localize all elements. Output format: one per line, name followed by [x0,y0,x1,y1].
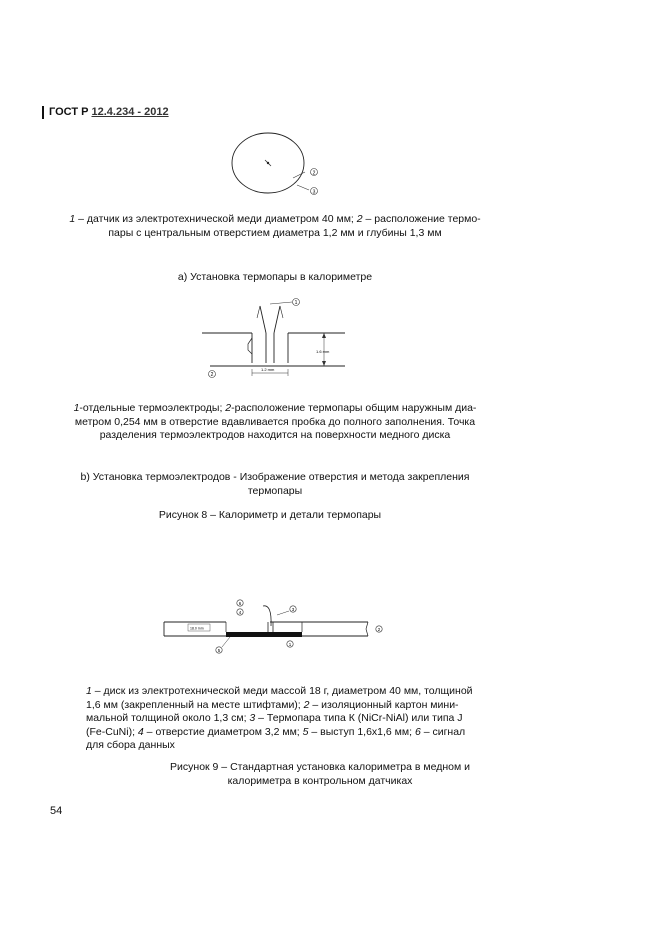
setup-label-4: 4 [238,610,242,615]
caption-num: 5 [302,725,309,738]
calorimeter-setup-drawing [160,596,390,656]
setup-label-2: 2 [377,627,381,632]
calorimeter-disc-drawing [225,130,335,200]
setup-label-6: 6 [238,601,242,606]
thermocouple-hole-drawing [200,296,350,381]
disc-caption: 1 – датчик из электротехнической меди диаметром 40 мм; 2 – расположение термо- пары с центральным отверстием диаметра 1,2 мм и глубины 1,3 мм [69,213,481,239]
disc-label-2: 2 [312,170,316,177]
caption-num: 2 [225,402,232,414]
setup-dimension: 18.0 mm [190,626,204,631]
figure-9-title: Рисунок 9 – Стандартная установка калориметра в медном и калориметра в контрольном датчиках [170,761,470,787]
page-number: 54 [50,805,63,817]
hole-depth-dimension: 1.6 mm [316,349,330,354]
caption-num: 6 [414,725,421,738]
hole-label-1: 1 [294,300,298,306]
hole-caption: 1-отдельные термоэлектроды; 2-расположение термопары общим наружным диа- метром 0,254 мм в отверстие вдавливается пробка до полного заполнения. Точка разделения термоэлектродов находится на поверхности медного диска [73,402,477,441]
setup-label-3: 3 [291,607,295,612]
setup-label-1: 1 [288,642,292,647]
subfigure-b-title: b) Установка термоэлектродов - Изображение отверстия и метода закрепления термопары [80,471,470,497]
caption-num: 2 [303,698,310,711]
caption-num: 1 [69,213,76,225]
caption-num: 3 [249,712,256,724]
caption-num: 2 [356,213,363,225]
caption-num: 1 [73,402,80,414]
hole-label-2: 2 [210,372,214,378]
caption-num: 1 [86,685,92,697]
standard-number: 12.4.234 - 20 [91,106,157,118]
subfigure-a-title: а) Установка термопары в калориметре [177,271,373,283]
caption-num: 4 [137,725,144,738]
figure-8-title: Рисунок 8 – Калориметр и детали термопары [158,509,382,521]
standard-prefix: ГОСТ Р [49,106,89,118]
disc-label-3: 3 [312,189,316,196]
setup-label-5: 5 [217,648,221,653]
standard-year-suffix: 12 [156,106,169,118]
hole-width-dimension: 1.2 mm [261,367,275,372]
document-header [42,106,169,119]
figure-9-caption: 1 – диск из электротехнической меди массой 18 г, диаметром 40 мм, толщиной 1,6 мм (закрепленный на месте штифтами); 2 – изоляционный картон мини- мальной толщиной около 1,3 см; 3 – Термопара типа К (NiCr-NiAl) или типа J (Fe-CuNi); 4 – отверстие диаметром 3,2 мм; 5 – выступ 1,6х1,6 мм; 6 – сигнал для сбора данных [86,685,473,751]
